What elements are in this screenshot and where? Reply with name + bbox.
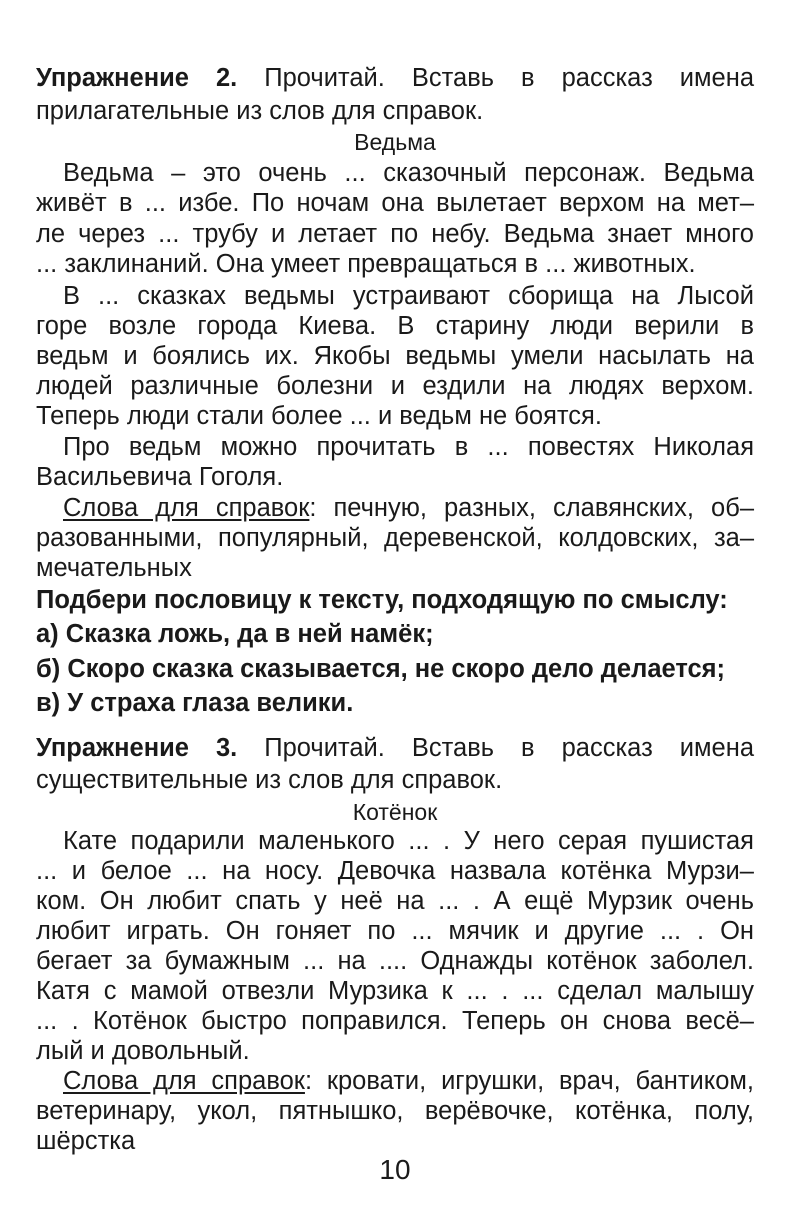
ex3-label: Упражнение 3. <box>36 734 238 762</box>
ex3-text-line: ... и белое ... на носу. Девочка назвала котёнка Мурзи– <box>36 857 754 885</box>
ex2-option-a: а) Сказка ложь, да в ней намёк; <box>36 620 434 648</box>
ex2-hint-line-3: мечательных <box>36 554 192 582</box>
ex3-story-title: Котёнок <box>352 799 438 825</box>
ex2-option-c: в) У страха глаза велики. <box>36 689 354 717</box>
ex2-text-line: живёт в ... избе. По ночам она вылетает верхом на мет– <box>36 189 754 217</box>
ex2-text-line: Про ведьм можно прочитать в ... повестях Николая <box>63 433 754 461</box>
ex3-text-line: Катя с мамой отвезли Мурзика к ... . ... сделал малышу <box>36 977 754 1005</box>
ex3-instruction-2: существительные из слов для справок. <box>36 766 503 794</box>
page-number: 10 <box>379 1154 411 1185</box>
ex3-hint-line-2: ветеринару, укол, пятнышко, верёвочке, котёнка, полу, <box>36 1097 754 1125</box>
ex3-heading <box>36 733 754 763</box>
ex2-instruction-2: прилагательные из слов для справок. <box>36 97 484 125</box>
ex3-hint-words-1: : кровати, игрушки, врач, бантиком, <box>304 1067 754 1095</box>
ex2-text-line: горе возле города Киева. В старину люди верили в <box>36 312 754 340</box>
ex3-instruction-1: Прочитай. Вставь в рассказ имена <box>237 734 755 762</box>
ex2-task: Подбери пословицу к тексту, подходящую по смыслу: <box>36 586 728 614</box>
ex2-hint-words-1: : печную, разных, славянских, об– <box>309 494 755 522</box>
ex2-text-line: Ведьма – это очень ... сказочный персонаж. Ведьма <box>63 159 754 187</box>
ex3-text-line: бегает за бумажным ... на .... Однажды котёнок заболел. <box>36 947 754 975</box>
ex3-hint-line-1 <box>63 1066 754 1096</box>
ex2-text-line: ... заклинаний. Она умеет превращаться в ... животных. <box>36 250 696 278</box>
ex3-text-line: лый и довольный. <box>36 1037 250 1065</box>
ex2-text-line: Васильевича Гоголя. <box>36 463 284 491</box>
ex2-option-b: б) Скоро сказка сказывается, не скоро дело делается; <box>36 655 726 683</box>
ex2-text-line: ле через ... трубу и летает по небу. Ведьма знает много <box>36 220 754 248</box>
ex3-text-line: ... . Котёнок быстро поправился. Теперь он снова весё– <box>36 1007 754 1035</box>
ex2-story-title: Ведьма <box>354 129 436 155</box>
ex2-heading <box>36 63 754 93</box>
ex2-instruction-1: Прочитай. Вставь в рассказ имена <box>237 64 755 92</box>
ex3-text-line: ком. Он любит спать у неё на ... . А ещё Мурзик очень <box>36 887 754 915</box>
ex3-text-line: Кате подарили маленького ... . У него серая пушистая <box>63 827 754 855</box>
ex2-text-line: В ... сказках ведьмы устраивают сборища на Лысой <box>63 282 754 310</box>
ex2-hint-line-1 <box>63 493 754 523</box>
ex3-text-line: любит играть. Он гоняет по ... мячик и другие ... . Он <box>36 917 754 945</box>
ex3-hint-label: Слова для справок <box>63 1067 305 1095</box>
ex2-text-line: Теперь люди стали более ... и ведьм не боятся. <box>36 402 602 430</box>
ex3-hint-line-3: шёрстка <box>36 1127 136 1155</box>
ex2-label: Упражнение 2. <box>36 64 238 92</box>
ex2-hint-line-2: разованными, популярный, деревенской, колдовских, за– <box>36 524 754 552</box>
ex2-text-line: людей различные болезни и ездили на людях верхом. <box>36 372 754 400</box>
ex2-text-line: ведьм и боялись их. Якобы ведьмы умели насылать на <box>36 342 754 370</box>
ex2-hint-label: Слова для справок <box>63 494 310 522</box>
